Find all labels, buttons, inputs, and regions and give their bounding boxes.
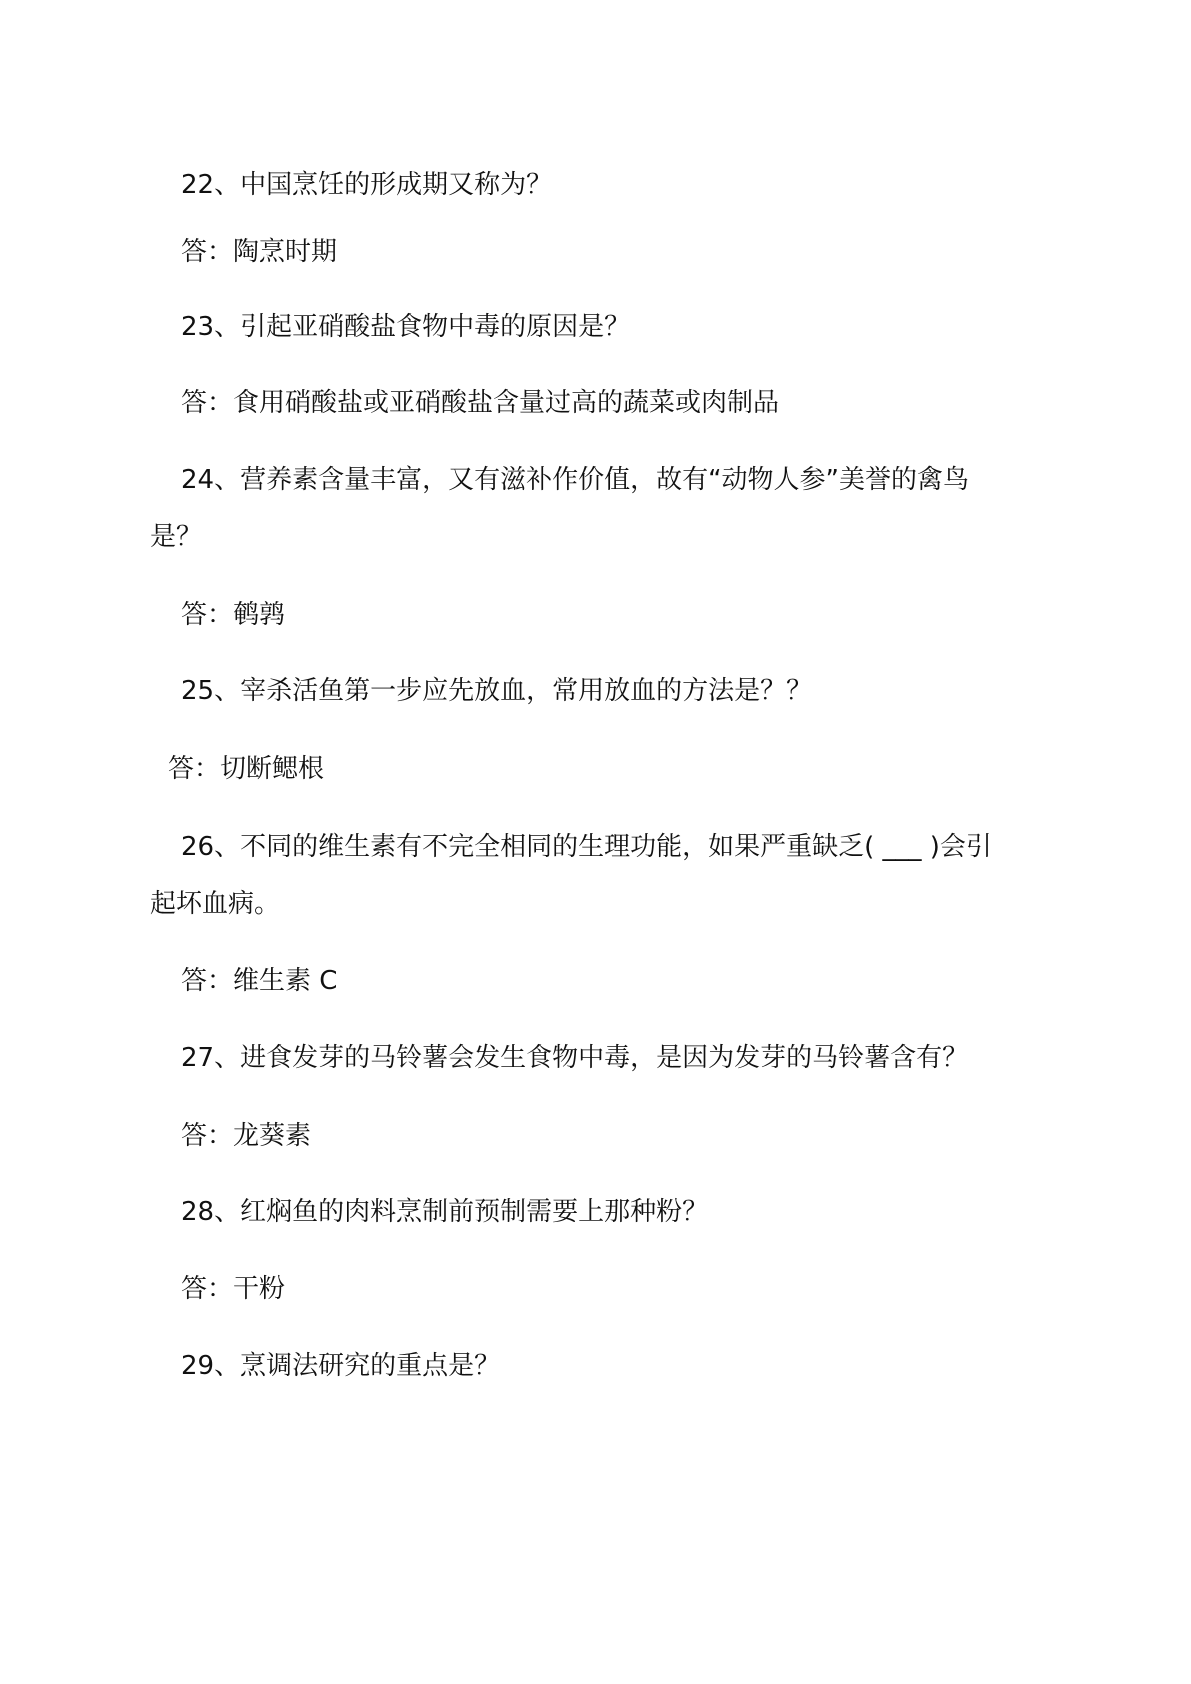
question-26-continuation: 起坏血病。 [150, 889, 281, 919]
answer-28: 答：干粉 [181, 1274, 286, 1304]
question-26: 26、不同的维生素有不完全相同的生理功能，如果严重缺乏( ___ )会引 [181, 832, 992, 862]
answer-27: 答：龙葵素 [181, 1121, 312, 1151]
answer-24: 答：鹌鹑 [181, 600, 286, 630]
question-25: 25、宰杀活鱼第一步应先放血，常用放血的方法是？？ [181, 676, 813, 706]
answer-26: 答：维生素 C [181, 966, 338, 996]
question-22: 22、中国烹饪的形成期又称为？ [181, 170, 553, 200]
answer-25: 答：切断鳃根 [168, 754, 325, 784]
answer-22: 答：陶烹时期 [181, 237, 338, 267]
question-23: 23、引起亚硝酸盐食物中毒的原因是？ [181, 312, 631, 342]
question-29: 29、烹调法研究的重点是？ [181, 1351, 501, 1381]
question-24: 24、营养素含量丰富，又有滋补作价值，故有“动物人参”美誉的禽鸟 [181, 465, 970, 495]
answer-23: 答：食用硝酸盐或亚硝酸盐含量过高的蔬菜或肉制品 [181, 388, 780, 418]
question-24-continuation: 是？ [150, 522, 203, 552]
question-28: 28、红焖鱼的肉料烹制前预制需要上那种粉？ [181, 1197, 709, 1227]
question-27: 27、进食发芽的马铃薯会发生食物中毒，是因为发芽的马铃薯含有？ [181, 1043, 969, 1073]
